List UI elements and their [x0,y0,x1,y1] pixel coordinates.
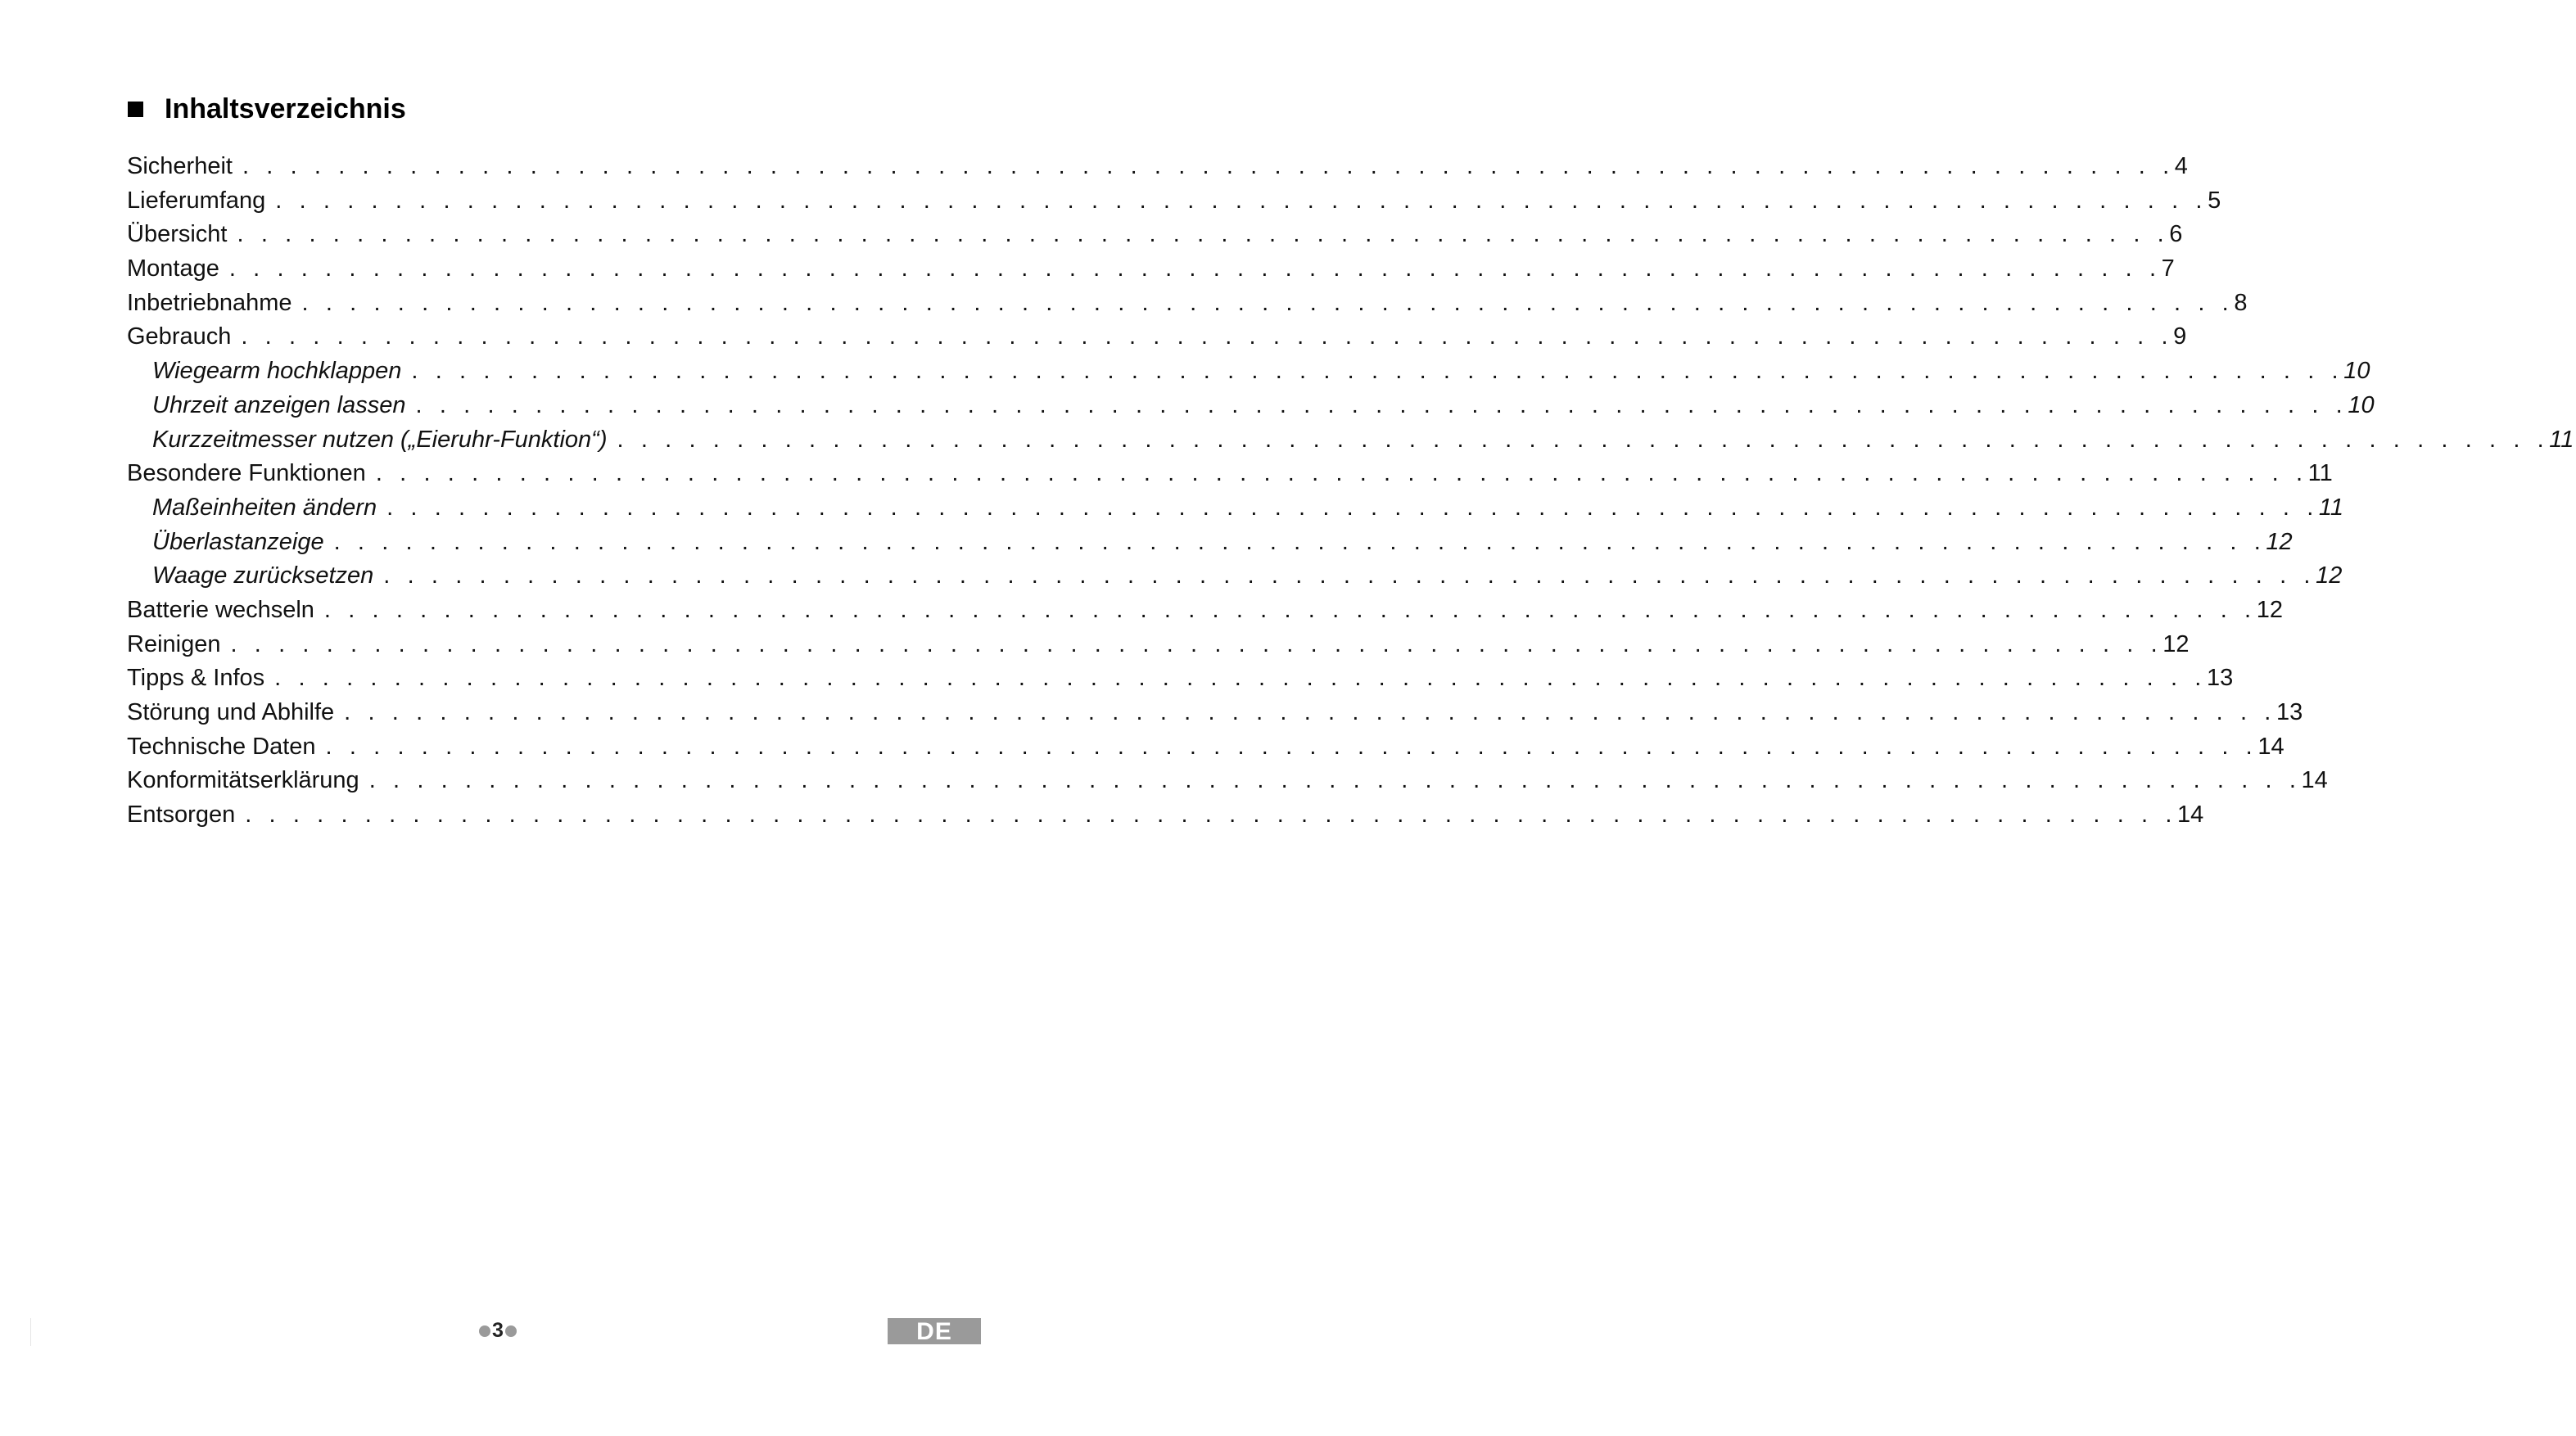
toc-entry-page: 14 [2257,733,2285,760]
toc-entry-page: 13 [2206,665,2234,692]
square-bullet-icon [128,102,143,117]
toc-entry-title: Entsorgen [127,802,236,829]
toc-entry-title: Konformitätserklärung [127,767,359,794]
toc-entry-title: Lieferumfang [127,187,266,214]
toc-entry-page: 12 [2316,562,2343,589]
toc-entry-page: 5 [2208,187,2221,214]
toc-entry-title: Waage zurücksetzen [152,562,374,589]
toc-entry-title: Gebrauch [127,323,232,350]
toc-entry-title: Wiegearm hochklappen [152,358,402,385]
toc-heading [128,92,406,126]
toc-entry[interactable] [127,696,2303,730]
toc-entry[interactable] [127,150,2188,184]
dot-left-icon [479,1325,490,1337]
toc-dot-leader: . . . . . . . . . . . . . . . . . . . . . . . . . . . . . . . . . . . . . . . . . . . . . . . . . . . . . . . . . . . . . . . . . . . . . . . . . . . . . . . . . [411,358,2344,385]
toc-entry-page: 6 [2169,221,2183,248]
toc-dot-leader: . . . . . . . . . . . . . . . . . . . . . . . . . . . . . . . . . . . . . . . . . . . . . . . . . . . . . . . . . . . . . . . . . . . . . . . . . . . . . . . . . [375,460,2308,487]
toc-entry-title: Batterie wechseln [127,596,314,623]
toc-entry-title: Technische Daten [127,733,316,760]
toc-entry[interactable] [127,184,2221,219]
toc-dot-leader: . . . . . . . . . . . . . . . . . . . . . . . . . . . . . . . . . . . . . . . . . . . . . . . . . . . . . . . . . . . . . . . . . . . . . . . . . . . . . . . . . [415,391,2348,418]
toc-entry-page: 11 [2307,460,2333,487]
toc-dot-leader: . . . . . . . . . . . . . . . . . . . . . . . . . . . . . . . . . . . . . . . . . . . . . . . . . . . . . . . . . . . . . . . . . . . . . . . . . . . . . . . . . [274,665,2207,692]
toc-entry-page: 12 [2256,596,2283,623]
toc-entry-title: Tipps & Infos [127,665,265,692]
toc-dot-leader: . . . . . . . . . . . . . . . . . . . . . . . . . . . . . . . . . . . . . . . . . . . . . . . . . . . . . . . . . . . . . . . . . . . . . . . . . . . . . . . . . [617,426,2550,453]
toc-dot-leader: . . . . . . . . . . . . . . . . . . . . . . . . . . . . . . . . . . . . . . . . . . . . . . . . . . . . . . . . . . . . . . . . . . . . . . . . . . . . . . . . . [242,153,2175,179]
toc-entry-page: 10 [2348,391,2375,418]
toc-entry[interactable] [127,287,2248,321]
toc-entry-title: Besondere Funktionen [127,460,366,487]
page-number-text: 3 [492,1319,504,1342]
toc-subentry[interactable] [127,491,2343,526]
toc-dot-leader: . . . . . . . . . . . . . . . . . . . . . . . . . . . . . . . . . . . . . . . . . . . . . . . . . . . . . . . . . . . . . . . . . . . . . . . . . . . . . . . . . [245,802,2177,829]
toc-entry-title: Überlastanzeige [152,528,324,555]
toc-subentry[interactable] [127,526,2293,560]
toc-entry-title: Kurzzeitmesser nutzen („Eieruhr-Funktion“) [152,426,608,453]
toc-dot-leader: . . . . . . . . . . . . . . . . . . . . . . . . . . . . . . . . . . . . . . . . . . . . . . . . . . . . . . . . . . . . . . . . . . . . . . . . . . . . . . . . . [301,289,2235,316]
toc-entry-page: 11 [2549,426,2574,453]
toc-entry-title: Maßeinheiten ändern [152,494,377,521]
language-badge: DE [888,1318,981,1344]
toc-dot-leader: . . . . . . . . . . . . . . . . . . . . . . . . . . . . . . . . . . . . . . . . . . . . . . . . . . . . . . . . . . . . . . . . . . . . . . . . . . . . . . . . . [368,767,2302,794]
toc-entry-page: 13 [2275,699,2303,725]
toc-dot-leader: . . . . . . . . . . . . . . . . . . . . . . . . . . . . . . . . . . . . . . . . . . . . . . . . . . . . . . . . . . . . . . . . . . . . . . . . . . . . . . . . . [325,733,2258,760]
toc-entry[interactable] [127,594,2283,628]
toc-entry-title: Uhrzeit anzeigen lassen [152,391,406,418]
toc-dot-leader: . . . . . . . . . . . . . . . . . . . . . . . . . . . . . . . . . . . . . . . . . . . . . . . . . . . . . . . . . . . . . . . . . . . . . . . . . . . . . . . . . [228,255,2162,282]
toc-entry[interactable] [127,218,2183,252]
toc-dot-leader: . . . . . . . . . . . . . . . . . . . . . . . . . . . . . . . . . . . . . . . . . . . . . . . . . . . . . . . . . . . . . . . . . . . . . . . . . . . . . . . . . [333,528,2266,555]
toc-entry-page: 9 [2173,323,2187,350]
toc-entry[interactable] [127,798,2204,833]
toc-entry-title: Übersicht [127,221,228,248]
toc-dot-leader: . . . . . . . . . . . . . . . . . . . . . . . . . . . . . . . . . . . . . . . . . . . . . . . . . . . . . . . . . . . . . . . . . . . . . . . . . . . . . . . . . [275,187,2208,214]
toc-entry[interactable] [127,662,2234,696]
page-number [479,1319,517,1343]
toc-entry-title: Inbetriebnahme [127,289,292,316]
footer-divider [30,1318,31,1346]
toc-entry-title: Reinigen [127,630,221,657]
toc-entry[interactable] [127,320,2187,354]
toc-entry-page: 14 [2177,802,2204,829]
toc-entry-title: Störung und Abhilfe [127,699,335,725]
toc-subentry[interactable] [127,354,2370,389]
toc-entry[interactable] [127,730,2285,765]
toc-entry-title: Montage [127,255,219,282]
toc-dot-leader: . . . . . . . . . . . . . . . . . . . . . . . . . . . . . . . . . . . . . . . . . . . . . . . . . . . . . . . . . . . . . . . . . . . . . . . . . . . . . . . . . [230,630,2163,657]
toc-entry-page: 11 [2318,494,2343,521]
toc-dot-leader: . . . . . . . . . . . . . . . . . . . . . . . . . . . . . . . . . . . . . . . . . . . . . . . . . . . . . . . . . . . . . . . . . . . . . . . . . . . . . . . . . [323,596,2257,623]
toc-entry-page: 12 [2266,528,2293,555]
toc-dot-leader: . . . . . . . . . . . . . . . . . . . . . . . . . . . . . . . . . . . . . . . . . . . . . . . . . . . . . . . . . . . . . . . . . . . . . . . . . . . . . . . . . [237,221,2170,248]
toc-entry-title: Sicherheit [127,153,233,179]
page-title: Inhaltsverzeichnis [165,93,406,124]
toc-entry[interactable] [127,252,2175,287]
table-of-contents [127,150,2574,833]
toc-subentry[interactable] [127,423,2574,458]
toc-entry[interactable] [127,457,2333,491]
toc-dot-leader: . . . . . . . . . . . . . . . . . . . . . . . . . . . . . . . . . . . . . . . . . . . . . . . . . . . . . . . . . . . . . . . . . . . . . . . . . . . . . . . . . [241,323,2174,350]
toc-entry-page: 4 [2174,153,2188,179]
toc-entry[interactable] [127,764,2328,798]
toc-dot-leader: . . . . . . . . . . . . . . . . . . . . . . . . . . . . . . . . . . . . . . . . . . . . . . . . . . . . . . . . . . . . . . . . . . . . . . . . . . . . . . . . . [386,494,2319,521]
toc-entry-page: 8 [2234,289,2248,316]
toc-subentry[interactable] [127,389,2375,423]
dot-right-icon [505,1325,517,1337]
toc-entry-page: 14 [2301,767,2328,794]
toc-subentry[interactable] [127,559,2343,594]
toc-entry[interactable] [127,628,2190,662]
toc-entry-page: 12 [2162,630,2190,657]
toc-entry-page: 10 [2343,358,2370,385]
toc-entry-page: 7 [2161,255,2175,282]
toc-dot-leader: . . . . . . . . . . . . . . . . . . . . . . . . . . . . . . . . . . . . . . . . . . . . . . . . . . . . . . . . . . . . . . . . . . . . . . . . . . . . . . . . . [344,699,2276,725]
toc-dot-leader: . . . . . . . . . . . . . . . . . . . . . . . . . . . . . . . . . . . . . . . . . . . . . . . . . . . . . . . . . . . . . . . . . . . . . . . . . . . . . . . . . [383,562,2316,589]
